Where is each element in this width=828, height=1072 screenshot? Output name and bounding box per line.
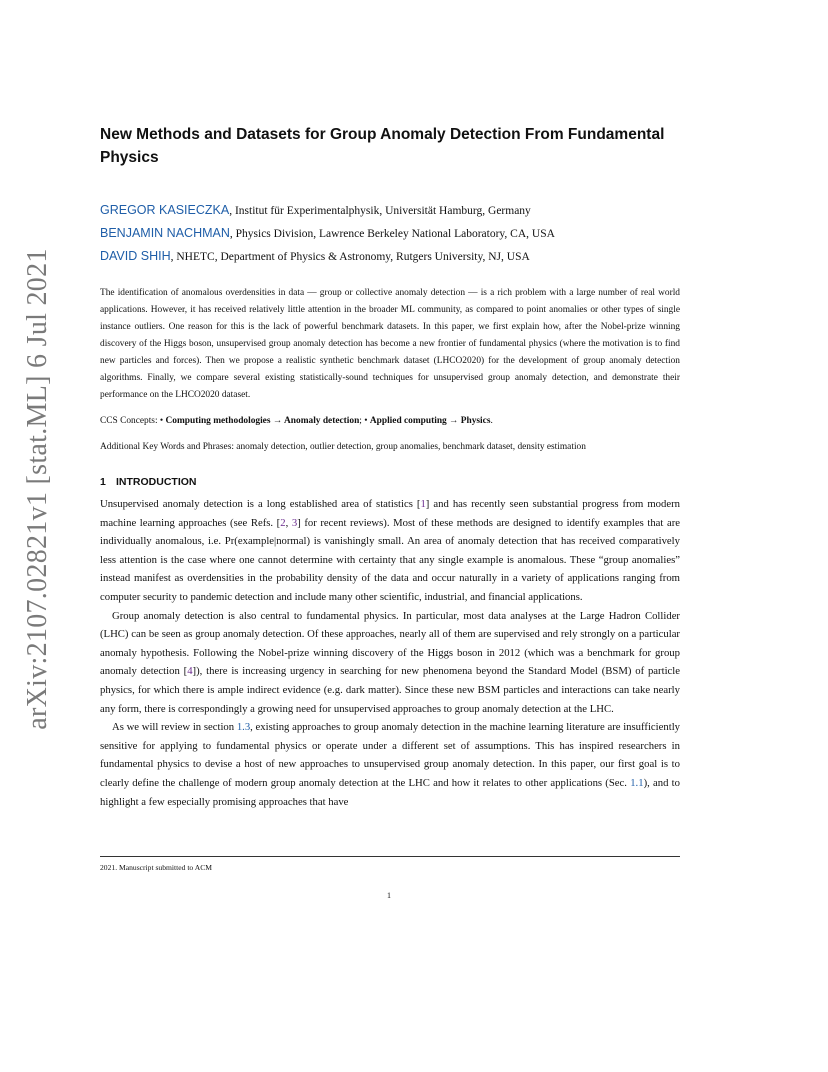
text-run: , existing approaches to group anomaly detection in the machine learning literature are insufficiently sensitive for applying to fundamental physics or operate under a different set of assumptions. This has inspired researchers in fundamental physics to devise a host of new approaches to unsupervised group anomaly detection. In this paper, our first goal is to clearly define the challenge of modern group anomaly detection at the LHC and how it relates to other applications (Sec. (100, 721, 681, 789)
ccs-separator: ; • (359, 416, 370, 426)
citation-link[interactable]: 1 (420, 498, 426, 510)
text-run: ] for recent reviews). Most of these methods are designed to identify examples that are individually anomalous, i.e. Pr(example|normal) is vanishingly small. An area of anomaly detection that has received comparatively less attention is the case where one cannot determine with certainty that any single example is anomalous. These “group anomalies” instead manifest as overdensities in the probability density of the data and occur naturally in a variety of applications ranging from computer security to pandemic detection and include many other scientific, industrial, and financial applications. (100, 516, 681, 603)
author-entry (100, 222, 680, 245)
section-number: 1 (100, 476, 106, 488)
citation-link[interactable]: 3 (291, 516, 298, 529)
keywords: Additional Key Words and Phrases: anomaly detection, outlier detection, group anomalies, benchmark dataset, density estimation (100, 442, 586, 452)
citation-link[interactable]: 2 (280, 516, 286, 529)
author-affiliation: , Physics Division, Lawrence Berkeley National Laboratory, CA, USA (229, 228, 555, 240)
author-affiliation: , Institut für Experimentalphysik, Universität Hamburg, Germany (229, 205, 531, 217)
author-name[interactable]: GREGOR KASIECZKA (100, 203, 230, 217)
ccs-prefix: CCS Concepts: • (100, 416, 166, 426)
text-run: ]), there is increasing urgency in searching for new phenomena beyond the Standard Model (BSM) of particle physics, for which there is ample indirect evidence (e.g. dark matter). Since these new BSM particles and interactions can take nearly any form, there is correspondingly a growing need for unsupervised approaches to group anomaly detection at the LHC. (100, 665, 680, 715)
author-list (100, 199, 680, 268)
text-run: Group anomaly detection is also central to fundamental physics. In particular, most data analyses at the Large Hadron Collider (LHC) can be seen as group anomaly detection. Of these approaches, nearly all of them are supervised and rely strongly on a particular anomaly hypothesis. Following the Nobel-prize winning discovery of the Higgs boson in 2012 (which was a benchmark for group anomaly detection [ (100, 609, 680, 678)
ccs-concepts (100, 413, 680, 430)
section-reference-link[interactable]: 1.3 (236, 721, 251, 734)
author-name[interactable]: BENJAMIN NACHMAN (100, 226, 230, 240)
section-heading (100, 473, 680, 491)
ccs-concept: Applied computing → Physics (369, 416, 491, 426)
ccs-concept: Computing methodologies → Anomaly detection (165, 416, 360, 426)
footnote: 2021. Manuscript submitted to ACM (100, 863, 213, 872)
ccs-suffix: . (490, 416, 493, 426)
paragraph (100, 495, 680, 607)
text-run: Unsupervised anomaly detection is a long established area of statistics [ (100, 498, 421, 510)
paper-title: New Methods and Datasets for Group Anomaly Detection From Fundamental Physics (100, 126, 665, 166)
author-entry (100, 199, 680, 222)
paragraph (100, 718, 680, 811)
footnote-rule (100, 856, 680, 857)
author-name[interactable]: DAVID SHIH (100, 249, 171, 263)
section-reference-link[interactable]: 1.1 (630, 776, 644, 789)
abstract: The identification of anomalous overdensities in data — group or collective anomaly detection — is a rich problem with a large number of real world applications. However, it has received relatively little attention in the broader ML community, as compared to point anomalies or other types of single instance outliers. One reason for this is the lack of powerful benchmark datasets. In this paper, we first explain how, after the Nobel-prize winning discovery of the Higgs boson, unsupervised group anomaly detection has become a new frontier of fundamental physics (where the motivation is to find new particles and forces). Then we propose a realistic synthetic benchmark dataset (LHCO2020) for the development of group anomaly detection algorithms. Finally, we compare several existing statistically-sound techniques for unsupervised group anomaly detection, and demonstrate their performance on the LHCO2020 dataset. (100, 288, 680, 400)
body-text (100, 495, 680, 811)
author-entry (100, 245, 680, 268)
text-run: , (285, 516, 292, 529)
page-number: 1 (387, 891, 391, 900)
text-run: ), and to highlight a few especially promising approaches that have (100, 776, 680, 808)
text-run: As we will review in section (112, 721, 237, 734)
citation-link[interactable]: 4 (187, 665, 193, 678)
arxiv-identifier-stamp: arXiv:2107.02821v1 [stat.ML] 6 Jul 2021 (22, 248, 53, 730)
author-affiliation: , NHETC, Department of Physics & Astronomy, Rutgers University, NJ, USA (170, 251, 530, 263)
text-run: ] and has recently seen substantial progress from modern machine learning approaches (see Refs. [ (100, 498, 680, 529)
paragraph (100, 607, 680, 719)
paper-page (100, 123, 680, 811)
section-title: INTRODUCTION (116, 476, 197, 488)
